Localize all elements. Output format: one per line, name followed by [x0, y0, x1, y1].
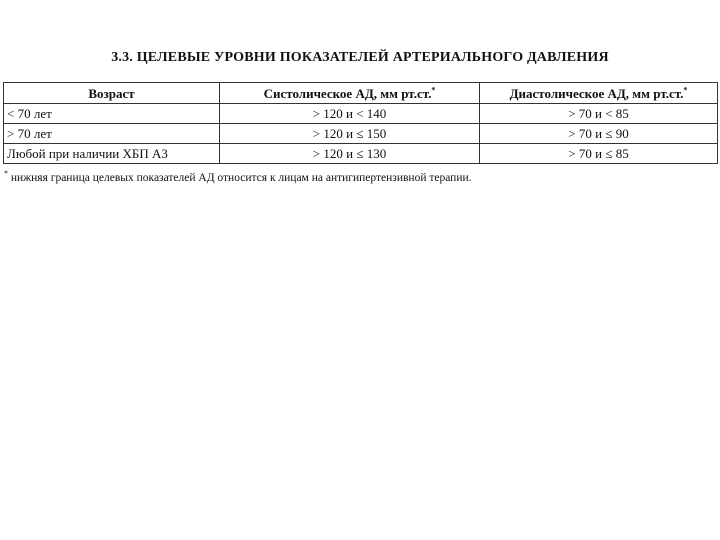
diastolic-cell: > 70 и ≤ 85 — [480, 144, 718, 164]
footnote-text: нижняя граница целевых показателей АД относится к лицам на антигипертензивной терапии. — [8, 172, 472, 184]
header-age — [4, 83, 220, 104]
systolic-cell: > 120 и < 140 — [220, 104, 480, 124]
header-systolic-label: Систолическое АД, мм рт.ст. — [263, 85, 432, 101]
age-cell: < 70 лет — [4, 104, 220, 124]
footnote-mark: * — [4, 169, 8, 179]
systolic-cell: > 120 и ≤ 130 — [220, 144, 480, 164]
header-systolic-footnote-mark: * — [431, 85, 436, 95]
footnote — [4, 169, 472, 184]
table-row — [4, 144, 718, 164]
table-row — [4, 104, 718, 124]
header-diastolic-footnote-mark: * — [683, 85, 688, 95]
bp-target-table — [3, 82, 718, 164]
page-title: 3.3. ЦЕЛЕВЫЕ УРОВНИ ПОКАЗАТЕЛЕЙ АРТЕРИАЛЬНОГО ДАВЛЕНИЯ — [111, 50, 609, 65]
age-cell: > 70 лет — [4, 124, 220, 144]
table-row — [4, 124, 718, 144]
header-diastolic — [480, 83, 718, 104]
header-age-label: Возраст — [88, 85, 135, 101]
header-systolic — [220, 83, 480, 104]
systolic-cell: > 120 и ≤ 150 — [220, 124, 480, 144]
header-diastolic-label: Диастолическое АД, мм рт.ст. — [509, 85, 684, 101]
table-header-row — [4, 83, 718, 104]
age-cell: Любой при наличии ХБП А3 — [4, 144, 220, 164]
diastolic-cell: > 70 и < 85 — [480, 104, 718, 124]
diastolic-cell: > 70 и ≤ 90 — [480, 124, 718, 144]
